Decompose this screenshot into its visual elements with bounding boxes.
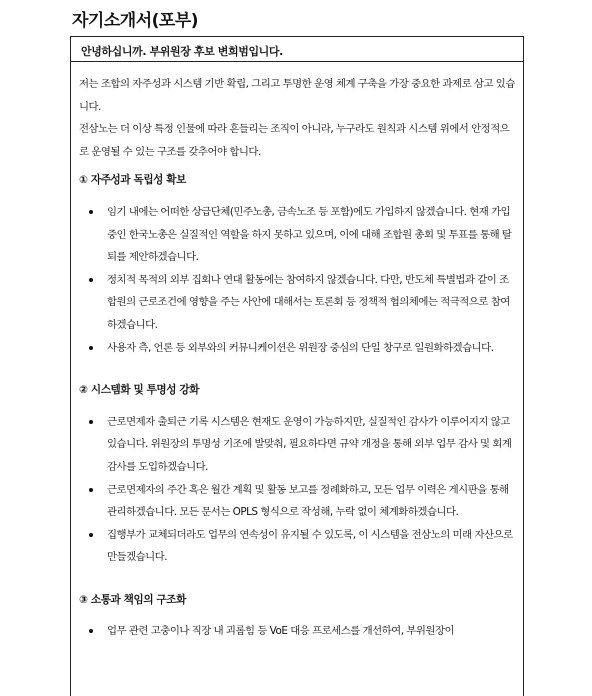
bullet-text: 사용자 측, 언론 등 외부와의 커뮤니케이션은 위원장 중심의 단일 창구로 일원화하겠습니다. [107, 341, 494, 354]
bullet-item [79, 201, 517, 269]
document-box [70, 36, 524, 696]
bullet-item [79, 620, 517, 643]
bullet-text: 근로면제자 출퇴근 기록 시스템은 현재도 운영이 가능하지만, 실질적인 감사가 이루어지지 않고 있습니다. 위원장의 투명성 기조에 발맞춰, 필요하다면 규약 개정을 통해 외부 업무 감사 및 회계 감사를 도입하겠습니다. [107, 415, 512, 473]
section-heading-systemization: ② 시스템화 및 투명성 강화 [79, 384, 200, 397]
document-body [79, 73, 517, 643]
bullet-text: 근로면제자의 주간 혹은 월간 계획 및 활동 보고를 정례화하고, 모든 업무 이력은 게시판을 통해 관리하겠습니다. 모든 문서는 OPLS 형식으로 작성해, 누락 없이 체계화하겠습니다. [107, 483, 509, 519]
bullet-text: 집행부가 교체되더라도 업무의 연속성이 유지될 수 있도록, 이 시스템을 전삼노의 미래 자산으로 만들겠습니다. [107, 528, 513, 564]
bullet-item [79, 269, 517, 337]
intro-paragraph: 전삼노는 더 이상 특정 인물에 따라 흔들리는 조직이 아니라, 누구라도 원칙과 시스템 위에서 안정적으로 운영될 수 있는 구조를 갖추어야 합니다. [79, 123, 510, 158]
bullet-text: 임기 내에는 어떠한 상급단체(민주노총, 금속노조 등 포함)에도 가입하지 않겠습니다. 현재 가입 중인 한국노총은 실질적인 역할을 하지 못하고 있으며, 이에 대해 조합원 총회 및 투표를 통해 탈퇴를 제안하겠습니다. [107, 205, 512, 264]
bullet-list [79, 620, 517, 643]
bullet-icon [89, 278, 93, 282]
bullet-item [79, 337, 517, 360]
bullet-icon [89, 346, 93, 350]
section-heading-autonomy: ① 자주성과 독립성 확보 [79, 174, 186, 187]
page-title: 자기소개서(포부) [72, 11, 198, 31]
bullet-item [79, 479, 517, 524]
bullet-text: 정치적 목적의 외부 집회나 연대 활동에는 참여하지 않겠습니다. 다만, 반도체 특별법과 같이 조합원의 근로조건에 영향을 주는 사안에 대해서는 토론회 등 정책적 협의체에는 적극적으로 참여하겠습니다. [107, 273, 510, 331]
bullet-list [79, 411, 517, 569]
bullet-icon [89, 420, 93, 424]
bullet-item [79, 411, 517, 479]
bullet-item [79, 524, 517, 569]
header-divider [71, 61, 523, 62]
intro-paragraph: 저는 조합의 자주성과 시스템 기반 확립, 그리고 투명한 운영 체계 구축을 가장 중요한 과제로 삼고 있습니다. [79, 78, 515, 113]
bullet-icon [89, 533, 93, 537]
bullet-text: 업무 관련 고충이나 직장 내 괴롭힘 등 VoE 대응 프로세스를 개선하여, 부위원장이 [107, 625, 455, 638]
bullet-icon [89, 488, 93, 492]
bullet-list [79, 201, 517, 359]
bullet-icon [89, 629, 93, 633]
section-heading-communication: ③ 소통과 책임의 구조화 [79, 593, 186, 606]
bullet-icon [89, 210, 93, 214]
greeting-line: 안녕하십니까. 부위원장 후보 변희범입니다. [81, 45, 283, 58]
